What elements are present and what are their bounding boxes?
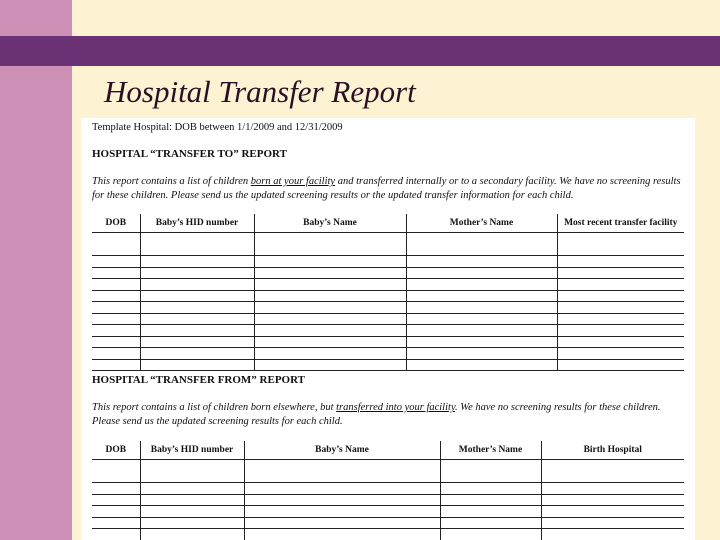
transfer-from-title: HOSPITAL “TRANSFER FROM” REPORT <box>92 374 306 386</box>
table-cell <box>557 267 684 279</box>
table-cell <box>140 483 244 495</box>
column-header: Baby’s Name <box>244 441 440 460</box>
table-cell <box>140 517 244 529</box>
table-row <box>92 267 684 279</box>
transfer-to-description: This report contains a list of children born at your facility and transferred internally or to a secondary facility. We have no screening results for these children. Please send us the updated screening results or the updated transfer information for each child. <box>92 176 681 201</box>
table-cell <box>557 348 684 360</box>
table-cell <box>92 506 140 518</box>
column-header: Most recent transfer facility <box>557 214 684 233</box>
table-cell <box>140 313 254 325</box>
table-cell <box>541 460 684 483</box>
column-header: Mother’s Name <box>406 214 557 233</box>
table-cell <box>541 506 684 518</box>
table-cell <box>557 256 684 268</box>
table-cell <box>557 313 684 325</box>
table-cell <box>92 290 140 302</box>
table-cell <box>244 483 440 495</box>
table-row <box>92 359 684 371</box>
table-cell <box>244 529 440 540</box>
table-cell <box>254 336 406 348</box>
table-cell <box>244 506 440 518</box>
table-row <box>92 348 684 360</box>
table-cell <box>541 494 684 506</box>
table-cell <box>140 348 254 360</box>
table-cell <box>140 336 254 348</box>
table-cell <box>140 529 244 540</box>
table-cell <box>92 279 140 291</box>
table-cell <box>406 233 557 256</box>
column-header: Baby’s Name <box>254 214 406 233</box>
table-cell <box>557 302 684 314</box>
table-row <box>92 313 684 325</box>
slide-title: Hospital Transfer Report <box>104 74 416 109</box>
table-cell <box>254 325 406 337</box>
table-cell <box>140 506 244 518</box>
table-cell <box>92 302 140 314</box>
table-cell <box>440 483 541 495</box>
table-header-row <box>92 214 684 233</box>
table-cell <box>406 256 557 268</box>
table-cell <box>440 529 541 540</box>
table-cell <box>406 325 557 337</box>
table-cell <box>406 279 557 291</box>
table-cell <box>406 348 557 360</box>
table-cell <box>254 256 406 268</box>
table-cell <box>92 325 140 337</box>
table-row <box>92 483 684 495</box>
table-cell <box>406 313 557 325</box>
top-accent-band <box>0 36 720 66</box>
table-cell <box>254 267 406 279</box>
table-row <box>92 233 684 256</box>
column-header: Birth Hospital <box>541 441 684 460</box>
table-row <box>92 506 684 518</box>
table-cell <box>541 483 684 495</box>
table-cell <box>254 233 406 256</box>
table-cell <box>92 256 140 268</box>
transfer-to-table <box>92 214 684 371</box>
column-header: DOB <box>92 214 140 233</box>
table-cell <box>140 267 254 279</box>
column-header: Mother’s Name <box>440 441 541 460</box>
table-cell <box>557 233 684 256</box>
table-cell <box>557 359 684 371</box>
table-cell <box>541 529 684 540</box>
table-cell <box>254 279 406 291</box>
table-cell <box>557 290 684 302</box>
table-header-row <box>92 441 684 460</box>
table-cell <box>92 336 140 348</box>
table-row <box>92 336 684 348</box>
table-cell <box>254 302 406 314</box>
table-row <box>92 325 684 337</box>
table-cell <box>92 348 140 360</box>
table-cell <box>92 313 140 325</box>
column-header: Baby’s HID number <box>140 441 244 460</box>
table-row <box>92 290 684 302</box>
table-cell <box>140 460 244 483</box>
table-cell <box>254 348 406 360</box>
transfer-from-table <box>92 441 684 540</box>
table-cell <box>92 483 140 495</box>
table-cell <box>140 325 254 337</box>
table-cell <box>140 302 254 314</box>
table-cell <box>140 233 254 256</box>
table-row <box>92 517 684 529</box>
table-cell <box>254 313 406 325</box>
table-row <box>92 529 684 540</box>
table-cell <box>140 279 254 291</box>
table-cell <box>92 460 140 483</box>
table-cell <box>140 290 254 302</box>
table-cell <box>140 256 254 268</box>
table-row <box>92 256 684 268</box>
table-cell <box>406 302 557 314</box>
table-cell <box>557 279 684 291</box>
table-cell <box>92 359 140 371</box>
table-cell <box>254 290 406 302</box>
left-accent-strip <box>0 0 72 540</box>
table-cell <box>440 494 541 506</box>
table-cell <box>406 290 557 302</box>
table-cell <box>140 494 244 506</box>
transfer-to-title: HOSPITAL “TRANSFER TO” REPORT <box>92 148 287 160</box>
table-cell <box>140 359 254 371</box>
table-cell <box>557 325 684 337</box>
table-cell <box>244 494 440 506</box>
table-cell <box>244 517 440 529</box>
transfer-from-description: This report contains a list of children born elsewhere, but transferred into your facility. We have no screening results for these children. Please send us the updated screening results for each child. <box>92 402 661 427</box>
column-header: DOB <box>92 441 140 460</box>
table-cell <box>440 506 541 518</box>
table-cell <box>406 336 557 348</box>
table-cell <box>254 359 406 371</box>
table-cell <box>92 529 140 540</box>
table-cell <box>541 517 684 529</box>
column-header: Baby’s HID number <box>140 214 254 233</box>
table-cell <box>557 336 684 348</box>
table-cell <box>406 359 557 371</box>
table-cell <box>244 460 440 483</box>
table-cell <box>92 517 140 529</box>
table-row <box>92 279 684 291</box>
report-document-image <box>81 118 695 540</box>
table-cell <box>440 460 541 483</box>
table-cell <box>406 267 557 279</box>
table-row <box>92 460 684 483</box>
report-meta-line: Template Hospital: DOB between 1/1/2009 and 12/31/2009 <box>92 122 343 133</box>
table-cell <box>92 494 140 506</box>
table-cell <box>92 267 140 279</box>
table-cell <box>92 233 140 256</box>
table-row <box>92 302 684 314</box>
table-cell <box>440 517 541 529</box>
table-row <box>92 494 684 506</box>
